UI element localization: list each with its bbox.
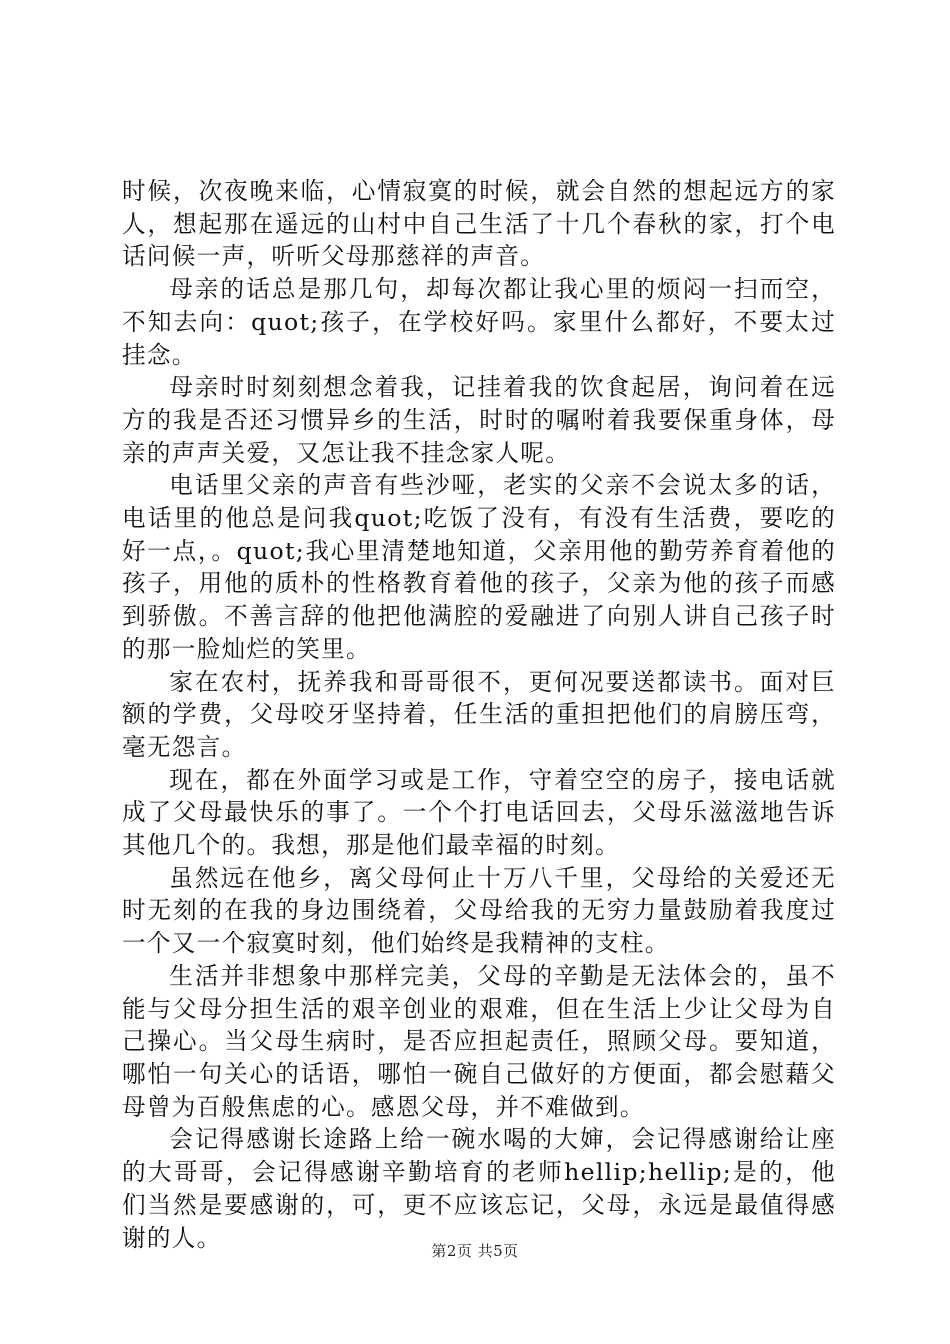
paragraph-6: 现在，都在外面学习或是工作，守着空空的房子，接电话就成了父母最快乐的事了。一个个打电话回去，父母乐滋滋地告诉其他几个的。我想，那是他们最幸福的时刻。: [122, 765, 836, 860]
paragraph-7: 虽然远在他乡，离父母何止十万八千里，父母给的关爱还无时无刻的在我的身边围绕着，父母给我的无穷力量鼓励着我度过一个又一个寂寞时刻，他们始终是我精神的支柱。: [122, 863, 836, 958]
paragraph-9: 会记得感谢长途路上给一碗水喝的大婶，会记得感谢给让座的大哥哥，会记得感谢辛勤培育的老师hellip;hellip;是的，他们当然是要感谢的，可，更不应该忘记，父母，永远是最值得感谢的人。: [122, 1125, 836, 1252]
paragraph-2: 母亲的话总是那几句，却每次都让我心里的烦闷一扫而空，不知去向：quot;孩子，在学校好吗。家里什么都好，不要太过挂念。: [122, 275, 836, 369]
paragraph-1: 时候，次夜晚来临，心情寂寞的时候，就会自然的想起远方的家人，想起那在遥远的山村中自己生活了十几个春秋的家，打个电话问候一声，听听父母那慈祥的声音。: [122, 177, 836, 271]
paragraph-5: 家在农村，抚养我和哥哥很不，更何况要送都读书。面对巨额的学费，父母咬牙坚持着，任生活的重担把他们的肩膀压弯，毫无怨言。: [122, 667, 836, 761]
paragraph-8: 生活并非想象中那样完美，父母的辛勤是无法体会的，虽不能与父母分担生活的艰辛创业的艰难，但在生活上少让父母为自己操心。当父母生病时，是否应担起责任，照顾父母。要知道，哪怕一句关心的话语，哪怕一碗自己做好的方便面，都会慰藉父母曾为百般焦虑的心。感恩父母，并不难做到。: [122, 961, 836, 1121]
page-footer: 第2页 共5页: [431, 1242, 519, 1260]
document-body: [122, 175, 836, 1254]
paragraph-3: 母亲时时刻刻想念着我，记挂着我的饮食起居，询问着在远方的我是否还习惯异乡的生活，时时的嘱咐着我要保重身体，母亲的声声关爱，又怎让我不挂念家人呢。: [122, 373, 836, 467]
paragraph-4: 电话里父亲的声音有些沙哑，老实的父亲不会说太多的话，电话里的他总是问我quot;吃饭了没有，有没有生活费，要吃的好一点，。quot;我心里清楚地知道，父亲用他的勤劳养育着他的孩子，用他的质朴的性格教育着他的孩子，父亲为他的孩子而感到骄傲。不善言辞的他把他满腔的爱融进了向别人讲自己孩子时的那一脸灿烂的笑里。: [122, 471, 836, 663]
